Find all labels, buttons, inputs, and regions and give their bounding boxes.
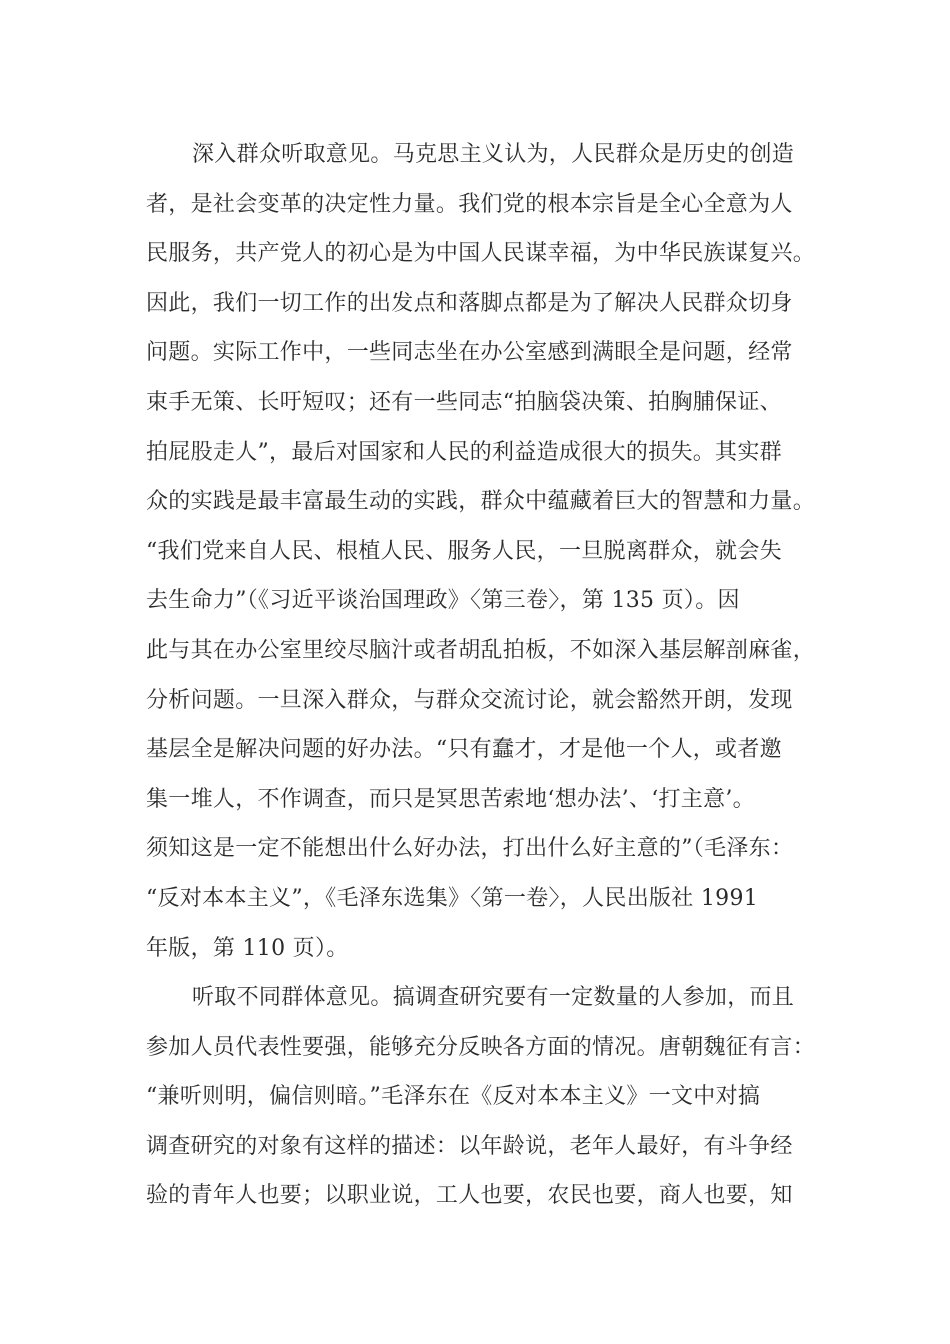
text-line: 基层全是解决问题的好办法。“只有蠢才，才是他一个人，或者邀 [146,737,782,763]
text-line: 验的青年人也要；以职业说，工人也要，农民也要，商人也要，知 [146,1183,793,1209]
text-line: 深入群众听取意见。马克思主义认为，人民群众是历史的创造 [192,142,795,167]
text-line: 须知这是一定不能想出什么好办法，打出什么好主意的”（毛泽东： [146,836,794,862]
text-line: 问题。实际工作中，一些同志坐在办公室感到满眼全是问题，经常 [146,340,793,366]
text-line: “兼听则明，偏信则暗。”毛泽东在《反对本本主义》一文中对搞 [146,1084,761,1110]
text-line: 者，是社会变革的决定性力量。我们党的根本宗旨是全心全意为人 [146,191,793,217]
text-line: 参加人员代表性要强，能够充分反映各方面的情况。唐朝魏征有言： [146,1034,816,1060]
text-line: 听取不同群体意见。搞调查研究要有一定数量的人参加，而且 [192,985,795,1011]
text-line: 因此，我们一切工作的出发点和落脚点都是为了解决人民群众切身 [146,290,793,316]
text-line: 众的实践是最丰富最生动的实践，群众中蕴藏着巨大的智慧和力量。 [146,489,816,515]
paragraph-listen-to-masses [146,130,816,973]
paragraph-listen-to-groups [146,973,816,1221]
text-line: 年版，第 110 页）。 [146,935,349,961]
text-line: 拍屁股走人”，最后对国家和人民的利益造成很大的损失。其实群 [146,439,782,465]
text-line: “反对本本主义”，《毛泽东选集》〈第一卷〉，人民出版社 1991 [146,885,759,911]
text-line: “我们党来自人民、根植人民、服务人民，一旦脱离群众，就会失 [146,538,782,564]
text-line: 分析问题。一旦深入群众，与群众交流讨论，就会豁然开朗，发现 [146,687,793,713]
text-line: 束手无策、长吁短叹；还有一些同志“拍脑袋决策、拍胸脯保证、 [146,389,782,415]
text-line: 集一堆人，不作调查，而只是冥思苦索地‘想办法’、‘打主意’。 [146,786,755,812]
text-line: 此与其在办公室里绞尽脑汁或者胡乱拍板，不如深入基层解剖麻雀， [146,637,816,663]
document-body [146,130,816,1221]
text-line: 去生命力”（《习近平谈治国理政》〈第三卷〉，第 135 页）。因 [146,588,740,614]
text-line: 调查研究的对象有这样的描述：以年龄说，老年人最好，有斗争经 [146,1133,793,1159]
text-line: 民服务，共产党人的初心是为中国人民谋幸福，为中华民族谋复兴。 [146,241,816,267]
